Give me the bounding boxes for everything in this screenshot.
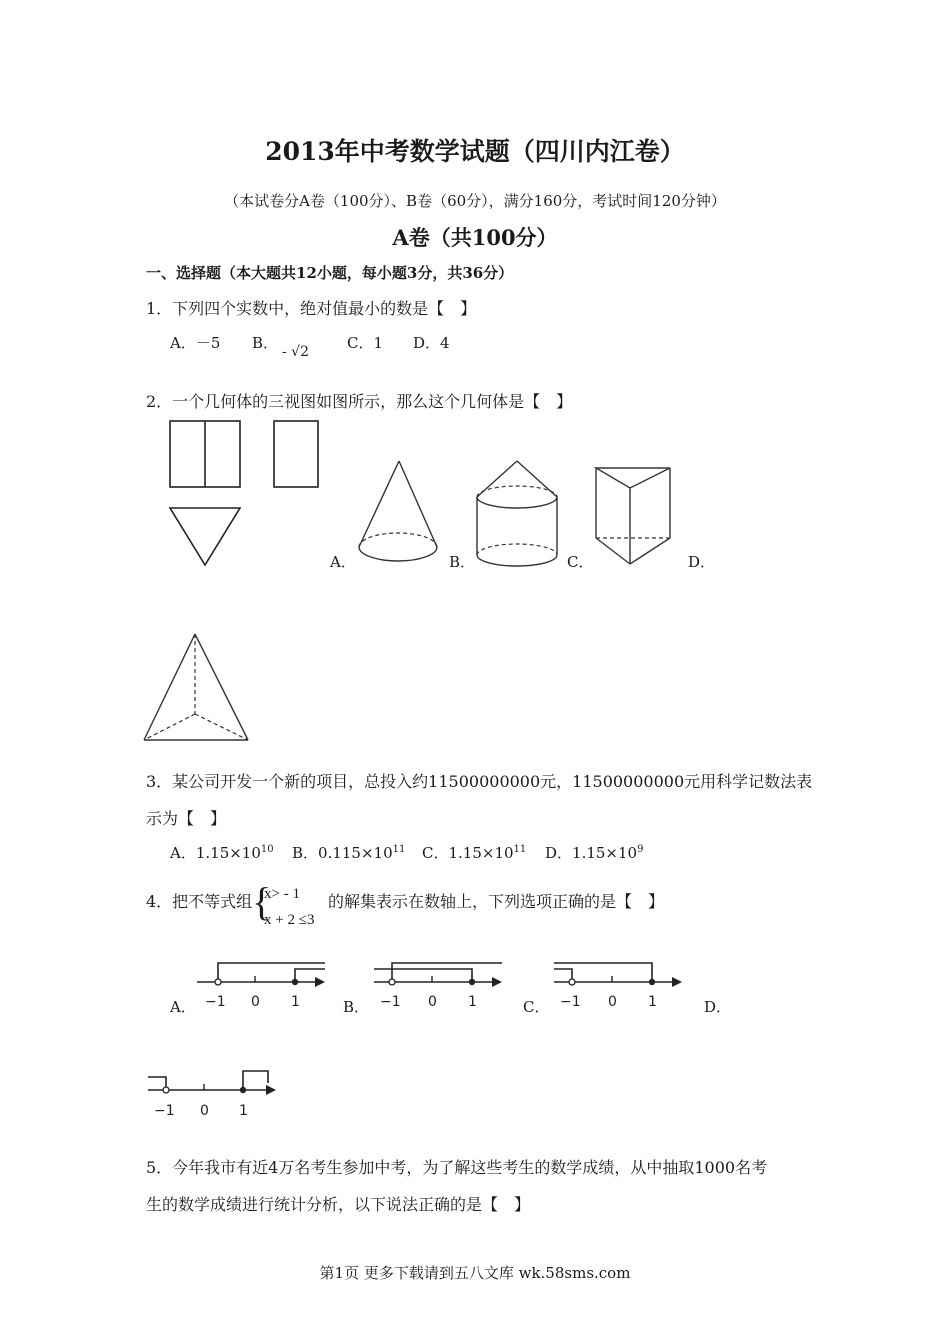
- option-b-cylinder-cone: [470, 455, 565, 570]
- q1-option-a: A．－5: [170, 334, 221, 352]
- q1-option-b-expression: - √2: [282, 344, 310, 360]
- inequality-system-brace: {: [252, 879, 272, 924]
- number-line-a: [195, 955, 335, 1015]
- question-5-text-line-1: 5．今年我市有近4万名考生参加中考，为了解这些考生的数学成绩，从中抽取1000名考: [146, 1158, 768, 1177]
- three-view-drawing: [160, 415, 330, 575]
- number-line-d: [146, 1063, 286, 1123]
- question-2-text: 2．一个几何体的三视图如图所示，那么这个几何体是【 】: [146, 392, 573, 411]
- section-heading: 一、选择题（本大题共12小题，每小题3分，共36分）: [146, 264, 514, 282]
- q2-option-d: D．: [688, 553, 716, 571]
- question-3-text-line-1: 3．某公司开发一个新的项目，总投入约11500000000元，11500000000元用科学记数法表: [146, 772, 813, 791]
- q4-option-c: C．: [523, 998, 550, 1016]
- option-c-triangular-prism: [590, 460, 680, 570]
- q1-option-c: C．1: [347, 334, 384, 352]
- side-view: [274, 421, 318, 487]
- page-title: 2013年中考数学试题（四川内江卷）: [265, 137, 685, 166]
- tick-label-neg1: −1: [380, 994, 401, 1010]
- q1-option-d: D．4: [413, 334, 450, 352]
- tick-label-neg1: −1: [154, 1103, 175, 1119]
- tick-label-1: 1: [291, 994, 300, 1010]
- tick-label-neg1: −1: [205, 994, 226, 1010]
- tick-label-0: 0: [251, 994, 260, 1010]
- q2-option-b: B．: [449, 553, 476, 571]
- question-4-text-post: 的解集表示在数轴上，下列选项正确的是【 】: [328, 892, 665, 911]
- tick-label-1: 1: [648, 994, 657, 1010]
- q3-option-d: D．$1.15\times 10^9$: [545, 844, 644, 862]
- inequality-1: x> - 1: [264, 886, 300, 902]
- q2-option-a: A．: [330, 553, 356, 571]
- question-5-text-line-2: 生的数学成绩进行统计分析，以下说法正确的是【 】: [146, 1195, 531, 1214]
- tick-label-neg1: −1: [560, 994, 581, 1010]
- tick-label-0: 0: [428, 994, 437, 1010]
- q3-option-b: B．$0.115\times 10^{11}$: [292, 844, 406, 862]
- part-heading: A卷（共100分）: [392, 225, 558, 250]
- tick-label-0: 0: [608, 994, 617, 1010]
- q1-option-b: B．: [252, 334, 279, 352]
- page-footer: 第1页 更多下载请到五八文库 wk.58sms.com: [319, 1264, 631, 1282]
- tick-label-1: 1: [468, 994, 477, 1010]
- q4-option-b: B．: [343, 998, 370, 1016]
- option-a-cone: [355, 455, 445, 570]
- question-1-text: 1．下列四个实数中，绝对值最小的数是【 】: [146, 299, 477, 318]
- option-d-triangular-pyramid: [140, 628, 255, 748]
- q4-option-a: A．: [170, 998, 196, 1016]
- q3-option-c: C．$1.15\times 10^{11}$: [422, 844, 527, 862]
- q4-option-d: D．: [704, 998, 732, 1016]
- top-view: [170, 508, 240, 565]
- question-4-text-pre: 4．把不等式组: [146, 892, 253, 911]
- tick-label-0: 0: [200, 1103, 209, 1119]
- number-line-b: [372, 955, 512, 1015]
- q2-option-c: C．: [567, 553, 594, 571]
- page-subtitle: （本试卷分A卷（100分）、B卷（60分），满分160分，考试时间120分钟）: [224, 192, 726, 210]
- inequality-2: x + 2 ≤3: [264, 912, 315, 928]
- tick-label-1: 1: [239, 1103, 248, 1119]
- question-3-text-line-2: 示为【 】: [146, 809, 227, 828]
- number-line-c: [552, 955, 692, 1015]
- q3-option-a: A．$1.15\times 10^{10}$: [170, 844, 274, 862]
